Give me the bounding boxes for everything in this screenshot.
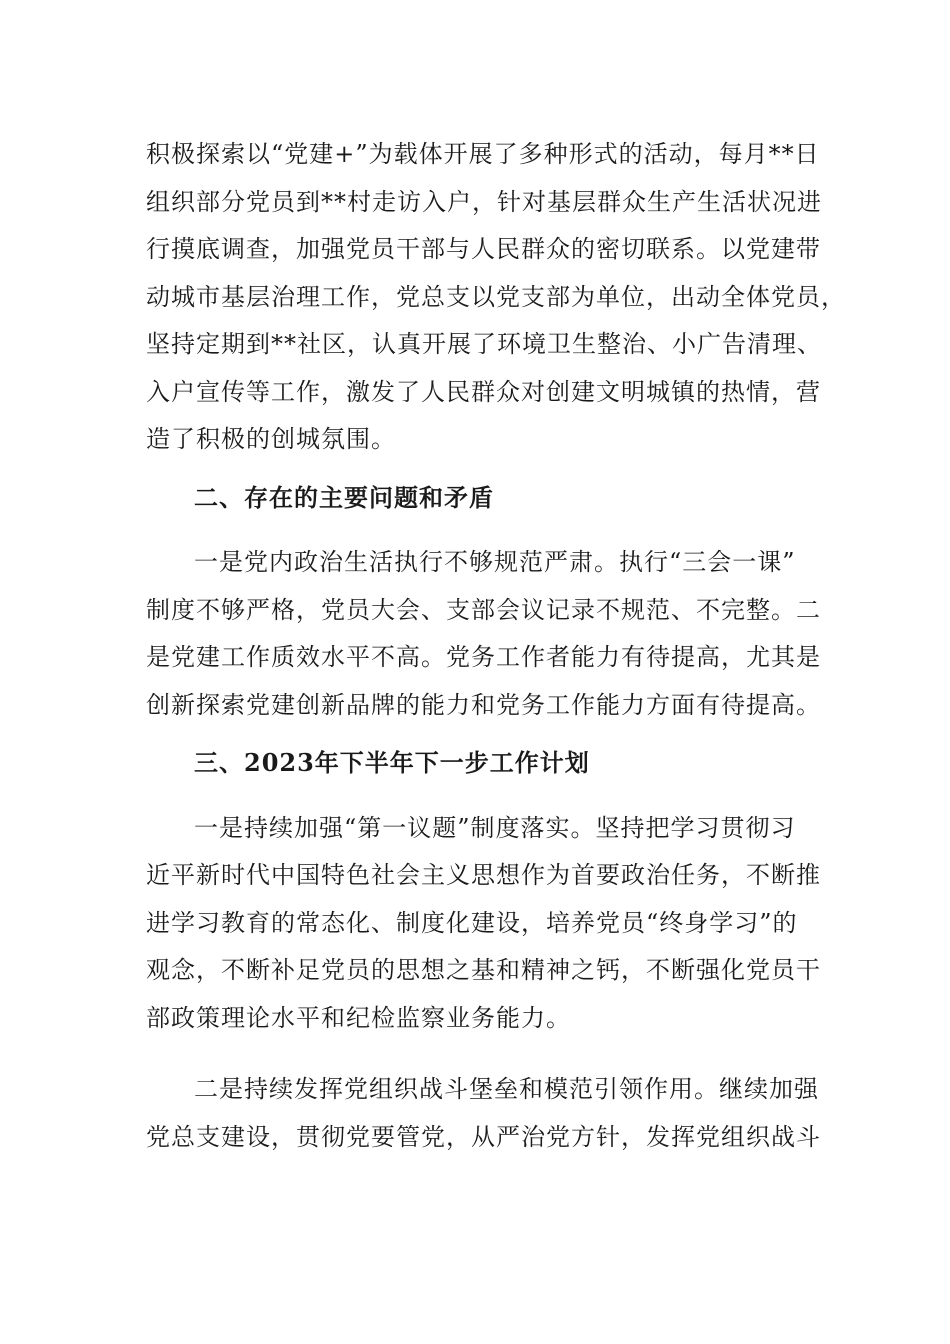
text-line: 是党建工作质效水平不高。党务工作者能力有待提高，尤其是: [146, 643, 821, 671]
text-line: 动城市基层治理工作，党总支以党支部为单位，出动全体党员，: [146, 282, 846, 311]
text-line: 二是持续发挥党组织战斗堡垒和模范引领作用。继续加强: [194, 1075, 819, 1103]
text-line: 创新探索党建创新品牌的能力和党务工作能力方面有待提高。: [146, 690, 821, 719]
text-line: 制度不够严格，党员大会、支部会议记录不规范、不完整。二: [146, 595, 821, 624]
paragraph-problems: [146, 539, 821, 729]
text-line: 近平新时代中国特色社会主义思想作为首要政治任务，不断推: [146, 861, 821, 889]
text-line: 组织部分党员到**村走访入户，针对基层群众生产生活状况进: [146, 187, 822, 216]
text-line: 造了积极的创城氛围。: [146, 425, 396, 453]
paragraph-party-building-activities: [146, 131, 846, 464]
text-line: 进学习教育的常态化、制度化建设，培养党员“终身学习”的: [146, 908, 798, 937]
document-body: [146, 131, 846, 1161]
text-line: 一是持续加强“第一议题”制度落实。坚持把学习贯彻习: [194, 813, 796, 842]
section-heading-work-plan: 三、2023年下半年下一步工作计划: [194, 748, 590, 777]
text-line: 一是党内政治生活执行不够规范严肃。执行“三会一课”: [194, 548, 796, 576]
text-line: 坚持定期到**社区，认真开展了环境卫生整治、小广告清理、: [146, 330, 822, 358]
paragraph-plan-fortress-role: [146, 1066, 821, 1161]
text-line: 入户宣传等工作，激发了人民群众对创建文明城镇的热情，营: [146, 377, 821, 406]
text-line: 行摸底调查，加强党员干部与人民群众的密切联系。以党建带: [146, 235, 821, 263]
paragraph-plan-first-topic: [146, 805, 821, 1043]
section-heading-problems: 二、存在的主要问题和矛盾: [194, 482, 494, 512]
text-line: 党总支建设，贯彻党要管党，从严治党方针，发挥党组织战斗: [146, 1122, 821, 1151]
text-line: 部政策理论水平和纪检监察业务能力。: [146, 1003, 571, 1032]
text-line: 观念，不断补足党员的思想之基和精神之钙，不断强化党员干: [146, 956, 821, 984]
text-line: 积极探索以“党建+”为载体开展了多种形式的活动，每月**日: [146, 140, 820, 168]
